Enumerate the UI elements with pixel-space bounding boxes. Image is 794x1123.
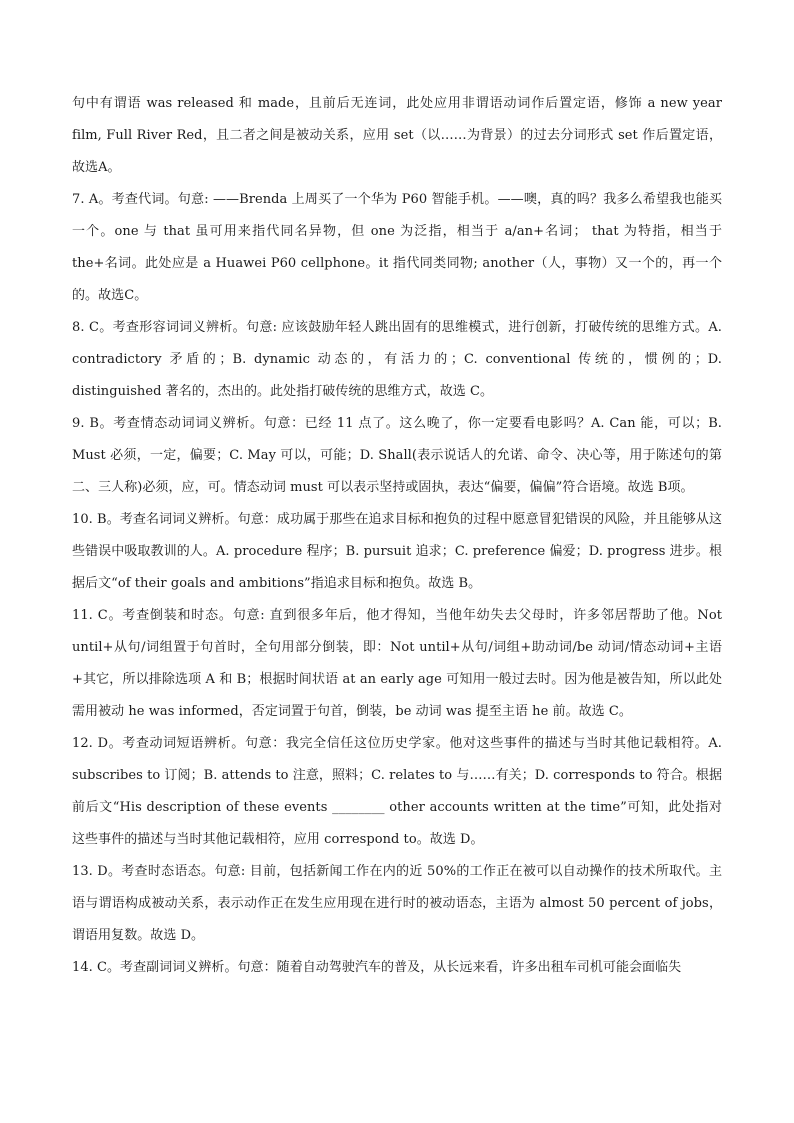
paragraph-q8: 8. C。考查形容词词义辨析。句意: 应该鼓励年轻人跳出固有的思维模式，进行创新，打破传统的思维方式。A. contradictory 矛盾的；B. dynamic 动态的，有活力的；C. conventional 传统的，惯例的；D. distinguished 著名的，杰出的。此处指打破传统的思维方式，故选 C。 xyxy=(72,320,722,399)
paragraph-continuation-q6: 句中有谓语 was released 和 made，且前后无连词，此处应用非谓语动词作后置定语，修饰 a new year film, Full River Red，且二者之间是被动关系，应用 set（以……为背景）的过去分词形式 set 作后置定语，故选A。 xyxy=(72,96,722,175)
paragraph-q7: 7. A。考查代词。句意: ——Brenda 上周买了一个华为 P60 智能手机。——噢，真的吗？我多么希望我也能买一个。one 与 that 虽可用来指代同名异物，但 one 为泛指，相当于 a/an+名词； that 为特指，相当于 the+名词。此处应是 a Huawei P60 cellphone。it 指代同类同物; another（人，事物）又一个的，再一个的。故选C。 xyxy=(72,192,722,303)
paragraph-q13: 13. D。考查时态语态。句意: 目前，包括新闻工作在内的近 50%的工作正在被可以自动操作的技术所取代。主语与谓语构成被动关系，表示动作正在发生应用现在进行时的被动语态，主语为 almost 50 percent of jobs，谓语用复数。故选 D。 xyxy=(72,864,722,943)
paragraph-q10: 10. B。考查名词词义辨析。句意：成功属于那些在追求目标和抱负的过程中愿意冒犯错误的风险，并且能够从这些错误中吸取教训的人。A. procedure 程序；B. pursuit 追求；C. preference 偏爱；D. progress 进步。根据后文“of their goals and ambitions”指追求目标和抱负。故选 B。 xyxy=(72,512,722,591)
paragraph-q9: 9. B。考查情态动词词义辨析。句意：已经 11 点了。这么晚了，你一定要看电影吗？A. Can 能，可以；B. Must 必须，一定，偏要；C. May 可以，可能；D. Shall(表示说话人的允诺、命令、决心等，用于陈述句的第二、三人称)必须，应，可。情态动词 must 可以表示坚持或固执，表达“偏要，偏偏”符合语境。故选 B项。 xyxy=(72,416,722,495)
paragraph-q12: 12. D。考查动词短语辨析。句意：我完全信任这位历史学家。他对这些事件的描述与当时其他记载相符。A. subscribes to 订阅；B. attends to 注意，照料；C. relates to 与……有关；D. corresponds to 符合。根据前后文“His description of these events ________ other accounts written at the time”可知，此处指对这些事件的描述与当时其他记载相符，应用 correspond to。故选 D。 xyxy=(72,736,722,847)
answer-explanations xyxy=(72,88,722,984)
paragraph-q14: 14. C。考查副词词义辨析。句意：随着自动驾驶汽车的普及，从长远来看，许多出租车司机可能会面临失 xyxy=(72,960,682,975)
paragraph-q11: 11. C。考查倒装和时态。句意: 直到很多年后，他才得知，当他年幼失去父母时，许多邻居帮助了他。Not until+从句/词组置于句首时，全句用部分倒装，即：Not until+从句/词组+助动词/be 动词/情态动词+主语+其它，所以排除选项 A 和 B；根据时间状语 at an early age 可知用一般过去时。因为他是被告知，所以此处需用被动 he was informed，否定词置于句首，倒装，be 动词 was 提至主语 he 前。故选 C。 xyxy=(72,608,722,719)
